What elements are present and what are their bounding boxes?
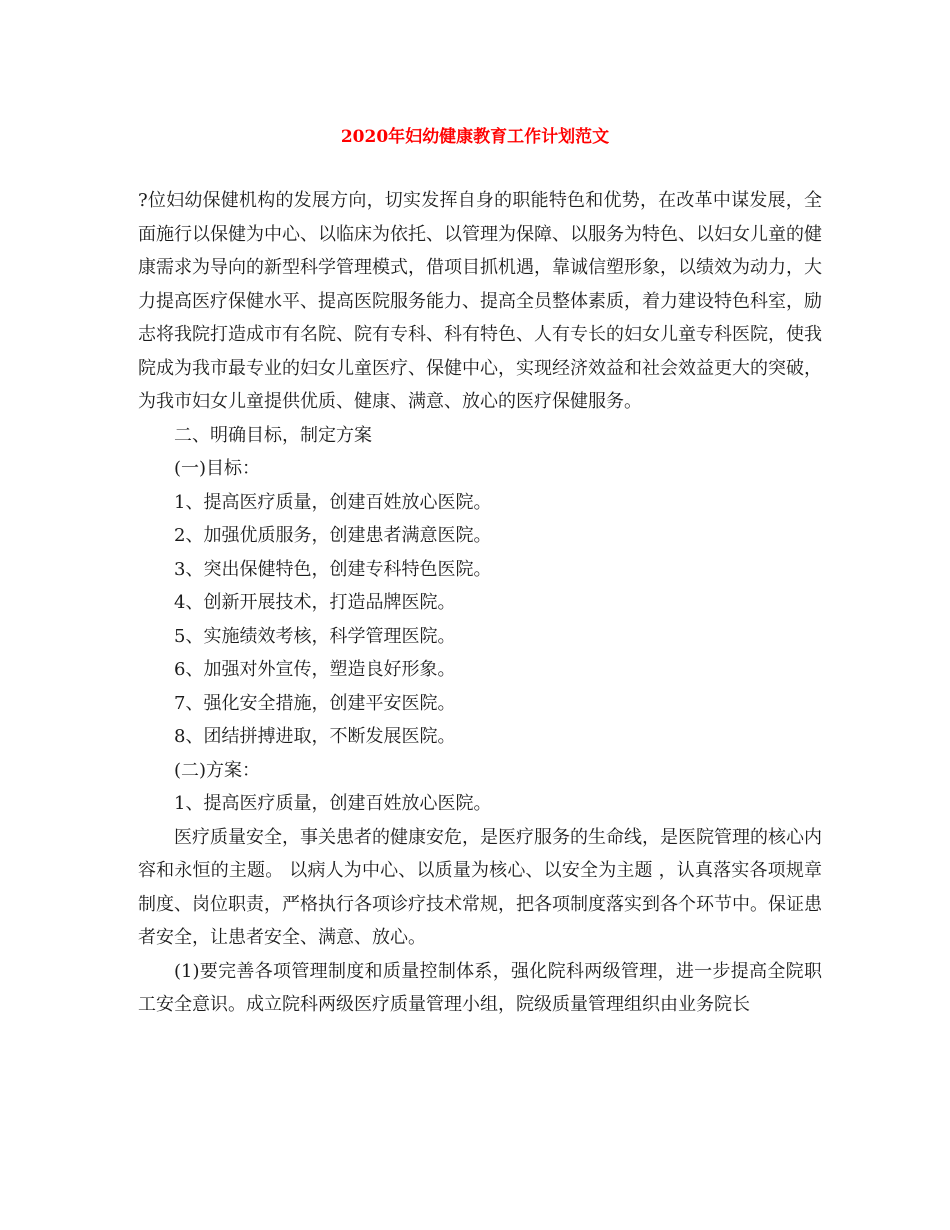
paragraph-intro: ?位妇幼保健机构的发展方向，切实发挥自身的职能特色和优势，在改革中谋发展，全面施行以保健为中心、以临床为依托、以管理为保障、以服务为特色、以妇女儿童的健康需求为导向的新型科学管理模式，借项目抓机遇，靠诚信塑形象，以绩效为动力，大力提高医疗保健水平、提高医院服务能力、提高全员整体素质，着力建设特色科室，励志将我院打造成市有名院、院有专科、科有特色、人有专长的妇女儿童专科医院，使我院成为我市最专业的妇女儿童医疗、保健中心，实现经济效益和社会效益更大的突破，为我市妇女儿童提供优质、健康、满意、放心的医疗保健服务。 — [138, 190, 822, 412]
subsection-heading-goals: (一)目标： — [174, 458, 261, 479]
paragraph-management-system: (1)要完善各项管理制度和质量控制体系，强化院科两级管理，进一步提高全院职工安全意识。成立院科两级医疗质量管理小组，院级质量管理组织由业务院长 — [138, 960, 822, 1015]
goal-item: 2、加强优质服务，创建患者满意医院。 — [174, 525, 492, 546]
goal-item: 3、突出保健特色，创建专科特色医院。 — [174, 558, 492, 580]
goal-item: 6、加强对外宣传，塑造良好形象。 — [174, 659, 456, 680]
paragraph-quality-safety: 医疗质量安全，事关患者的健康安危，是医疗服务的生命线，是医院管理的核心内容和永恒的主题。 以病人为中心、以质量为核心、以安全为主题 ，认真落实各项规章制度、岗位职责，严格执行各项诊疗技术常规，把各项制度落实到各个环节中。保证患者安全，让患者安全、满意、放心。 — [138, 826, 822, 948]
goal-item: 1、提高医疗质量，创建百姓放心医院。 — [174, 491, 492, 513]
document-title: 2020年妇幼健康教育工作计划范文 — [340, 127, 610, 147]
subsection-heading-plan: (二)方案： — [174, 759, 261, 781]
goal-item: 5、实施绩效考核，科学管理医院。 — [174, 625, 456, 647]
document-body — [138, 184, 822, 1022]
goal-item: 4、创新开展技术，打造品牌医院。 — [174, 592, 456, 613]
goal-item: 8、团结拼搏进取，不断发展医院。 — [174, 726, 456, 747]
section-heading-goals-plan: 二、明确目标，制定方案 — [174, 424, 372, 446]
goal-item: 7、强化安全措施，创建平安医院。 — [174, 692, 456, 714]
plan-item-heading: 1、提高医疗质量，创建百姓放心医院。 — [174, 793, 492, 814]
